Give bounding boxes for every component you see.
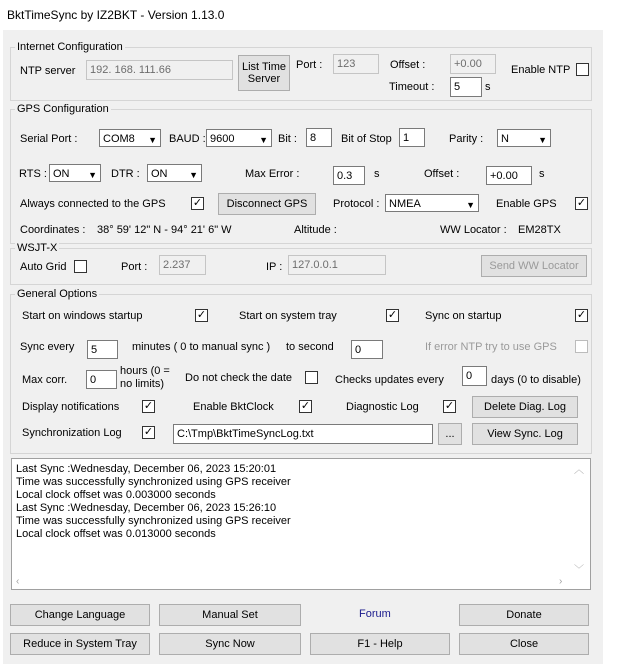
bit-input[interactable]: 8 xyxy=(306,128,332,147)
ntp-server-label: NTP server xyxy=(20,65,76,77)
gps-offset-unit: s xyxy=(539,168,545,180)
log-line: Time was successfully synchronized using GPS receiver xyxy=(16,476,291,488)
auto-grid-label: Auto Grid xyxy=(20,261,67,273)
enable-gps-checkbox[interactable]: ✓ xyxy=(576,197,587,209)
timeout-label: Timeout : xyxy=(389,81,435,93)
max-error-input[interactable]: 0.3 xyxy=(333,166,365,185)
send-ww-locator-button[interactable]: Send WW Locator xyxy=(481,255,587,277)
chevron-down-icon: ▼ xyxy=(259,135,268,145)
coordinates-label: Coordinates : xyxy=(20,224,86,236)
altitude-label: Altitude : xyxy=(294,224,337,236)
always-connected-label: Always connected to the GPS xyxy=(20,198,166,210)
reduce-tray-button[interactable]: Reduce in System Tray xyxy=(10,633,150,655)
sync-every-input[interactable]: 5 xyxy=(87,340,118,359)
timeout-input[interactable]: 5 xyxy=(450,77,482,97)
list-time-server-button[interactable]: List Time Server xyxy=(238,55,290,91)
scroll-right-icon[interactable]: › xyxy=(559,576,563,587)
max-error-unit: s xyxy=(374,168,380,180)
title-bar xyxy=(0,0,640,30)
to-second-label: to second xyxy=(286,341,334,353)
enable-ntp-checkbox[interactable] xyxy=(576,63,589,76)
rts-value: ON xyxy=(53,168,70,180)
help-button[interactable]: F1 - Help xyxy=(310,633,450,655)
to-second-input[interactable]: 0 xyxy=(351,340,383,359)
display-notifications-checkbox[interactable]: ✓ xyxy=(143,400,154,412)
no-check-date-checkbox[interactable] xyxy=(305,371,318,384)
sync-log-path-input[interactable]: C:\Tmp\BktTimeSyncLog.txt xyxy=(173,424,433,444)
minutes-label: minutes ( 0 to manual sync ) xyxy=(132,341,271,353)
manual-set-button[interactable]: Manual Set xyxy=(159,604,301,626)
close-button[interactable]: Close xyxy=(459,633,589,655)
max-corr-input[interactable]: 0 xyxy=(86,370,117,389)
disconnect-gps-button[interactable]: Disconnect GPS xyxy=(218,193,316,215)
enable-gps-label: Enable GPS xyxy=(496,198,557,210)
protocol-select[interactable] xyxy=(385,194,479,212)
internet-config-legend: Internet Configuration xyxy=(17,41,123,53)
sync-log-label: Synchronization Log xyxy=(22,427,122,439)
start-windows-checkbox[interactable]: ✓ xyxy=(196,309,207,321)
serial-port-select[interactable] xyxy=(99,129,161,147)
general-options-legend: General Options xyxy=(17,288,98,300)
ntp-server-input[interactable]: 192. 168. 111.66 xyxy=(86,60,233,80)
forum-link[interactable]: Forum xyxy=(359,608,391,620)
wsjtx-ip-label: IP : xyxy=(266,261,283,273)
start-tray-label: Start on system tray xyxy=(239,310,337,322)
dtr-label: DTR : xyxy=(111,168,140,180)
days-label: days (0 to disable) xyxy=(491,374,581,386)
log-line: Time was successfully synchronized using GPS receiver xyxy=(16,515,291,527)
bit-label: Bit : xyxy=(278,133,297,145)
timeout-unit: s xyxy=(485,81,491,93)
bit-of-stop-input[interactable]: 1 xyxy=(399,128,425,147)
ww-locator-value: EM28TX xyxy=(518,224,561,236)
no-check-date-label: Do not check the date xyxy=(185,372,293,384)
serial-port-value: COM8 xyxy=(103,133,135,145)
sync-log-checkbox[interactable]: ✓ xyxy=(143,426,154,438)
ww-locator-label: WW Locator : xyxy=(440,224,507,236)
gps-offset-input[interactable]: +0.00 xyxy=(486,166,532,185)
ntp-offset-input[interactable]: +0.00 xyxy=(450,54,496,74)
if-error-label: If error NTP try to use GPS xyxy=(425,341,557,353)
wsjtx-port-label: Port : xyxy=(121,261,148,273)
ntp-port-label: Port : xyxy=(296,59,323,71)
diagnostic-log-checkbox[interactable]: ✓ xyxy=(444,400,455,412)
log-line: Local clock offset was 0.003000 seconds xyxy=(16,489,216,501)
sync-startup-checkbox[interactable]: ✓ xyxy=(576,309,587,321)
coordinates-value: 38° 59' 12" N - 94° 21' 6" W xyxy=(97,224,232,236)
diagnostic-log-label: Diagnostic Log xyxy=(346,401,419,413)
chevron-down-icon: ▼ xyxy=(538,135,547,145)
change-language-button[interactable]: Change Language xyxy=(10,604,150,626)
check-updates-input[interactable]: 0 xyxy=(462,366,487,386)
max-corr-label: Max corr. xyxy=(22,374,68,386)
rts-select[interactable] xyxy=(49,164,101,182)
parity-value: N xyxy=(501,133,509,145)
rts-label: RTS : xyxy=(19,168,47,180)
protocol-label: Protocol : xyxy=(333,198,380,210)
chevron-down-icon: ▼ xyxy=(189,170,198,180)
display-notifications-label: Display notifications xyxy=(22,401,120,413)
always-connected-checkbox[interactable]: ✓ xyxy=(192,197,203,209)
sync-startup-label: Sync on startup xyxy=(425,310,502,322)
sync-now-button[interactable]: Sync Now xyxy=(159,633,301,655)
log-line: Last Sync :Wednesday, December 06, 2023 15:26:10 xyxy=(16,502,277,514)
start-tray-checkbox[interactable]: ✓ xyxy=(387,309,398,321)
baud-label: BAUD : xyxy=(169,133,206,145)
donate-button[interactable]: Donate xyxy=(459,604,589,626)
browse-button[interactable]: ... xyxy=(438,423,462,445)
ntp-port-input[interactable]: 123 xyxy=(333,54,379,74)
view-sync-log-button[interactable]: View Sync. Log xyxy=(472,423,578,445)
parity-label: Parity : xyxy=(449,133,484,145)
protocol-value: NMEA xyxy=(389,198,421,210)
scroll-left-icon[interactable]: ‹ xyxy=(16,576,20,587)
ntp-offset-label: Offset : xyxy=(390,59,426,71)
delete-diag-log-button[interactable]: Delete Diag. Log xyxy=(472,396,578,418)
dtr-select[interactable] xyxy=(147,164,202,182)
baud-select[interactable] xyxy=(206,129,272,147)
gps-config-legend: GPS Configuration xyxy=(17,103,109,115)
auto-grid-checkbox[interactable] xyxy=(74,260,87,273)
sync-every-label: Sync every xyxy=(20,341,75,353)
enable-bktclock-label: Enable BktClock xyxy=(193,401,274,413)
wsjtx-legend: WSJT-X xyxy=(17,242,58,254)
chevron-down-icon: ▼ xyxy=(88,170,97,180)
serial-port-label: Serial Port : xyxy=(20,133,78,145)
check-updates-label: Checks updates every xyxy=(335,374,444,386)
scroll-up-icon[interactable]: ︿ xyxy=(574,465,584,476)
max-error-label: Max Error : xyxy=(245,168,300,180)
enable-bktclock-checkbox[interactable]: ✓ xyxy=(300,400,311,412)
enable-ntp-label: Enable NTP xyxy=(511,64,571,76)
chevron-down-icon: ▼ xyxy=(148,135,157,145)
wsjtx-ip-input[interactable]: 127.0.0.1 xyxy=(288,255,386,275)
sync-log-textarea[interactable] xyxy=(11,458,591,590)
if-error-checkbox[interactable] xyxy=(575,340,588,353)
hours-label: hours (0 = no limits) xyxy=(120,365,170,390)
wsjtx-port-input[interactable]: 2.237 xyxy=(159,255,206,275)
scroll-down-icon[interactable]: ﹀ xyxy=(574,565,584,576)
log-line: Local clock offset was 0.013000 seconds xyxy=(16,528,216,540)
chevron-down-icon: ▼ xyxy=(466,200,475,210)
gps-offset-label: Offset : xyxy=(424,168,460,180)
window-title: BktTimeSync by IZ2BKT - Version 1.13.0 xyxy=(7,8,225,22)
log-line: Last Sync :Wednesday, December 06, 2023 15:20:01 xyxy=(16,463,277,475)
start-windows-label: Start on windows startup xyxy=(22,310,143,322)
bit-of-stop-label: Bit of Stop xyxy=(341,133,392,145)
dtr-value: ON xyxy=(151,168,168,180)
baud-value: 9600 xyxy=(210,133,235,145)
parity-select[interactable] xyxy=(497,129,551,147)
